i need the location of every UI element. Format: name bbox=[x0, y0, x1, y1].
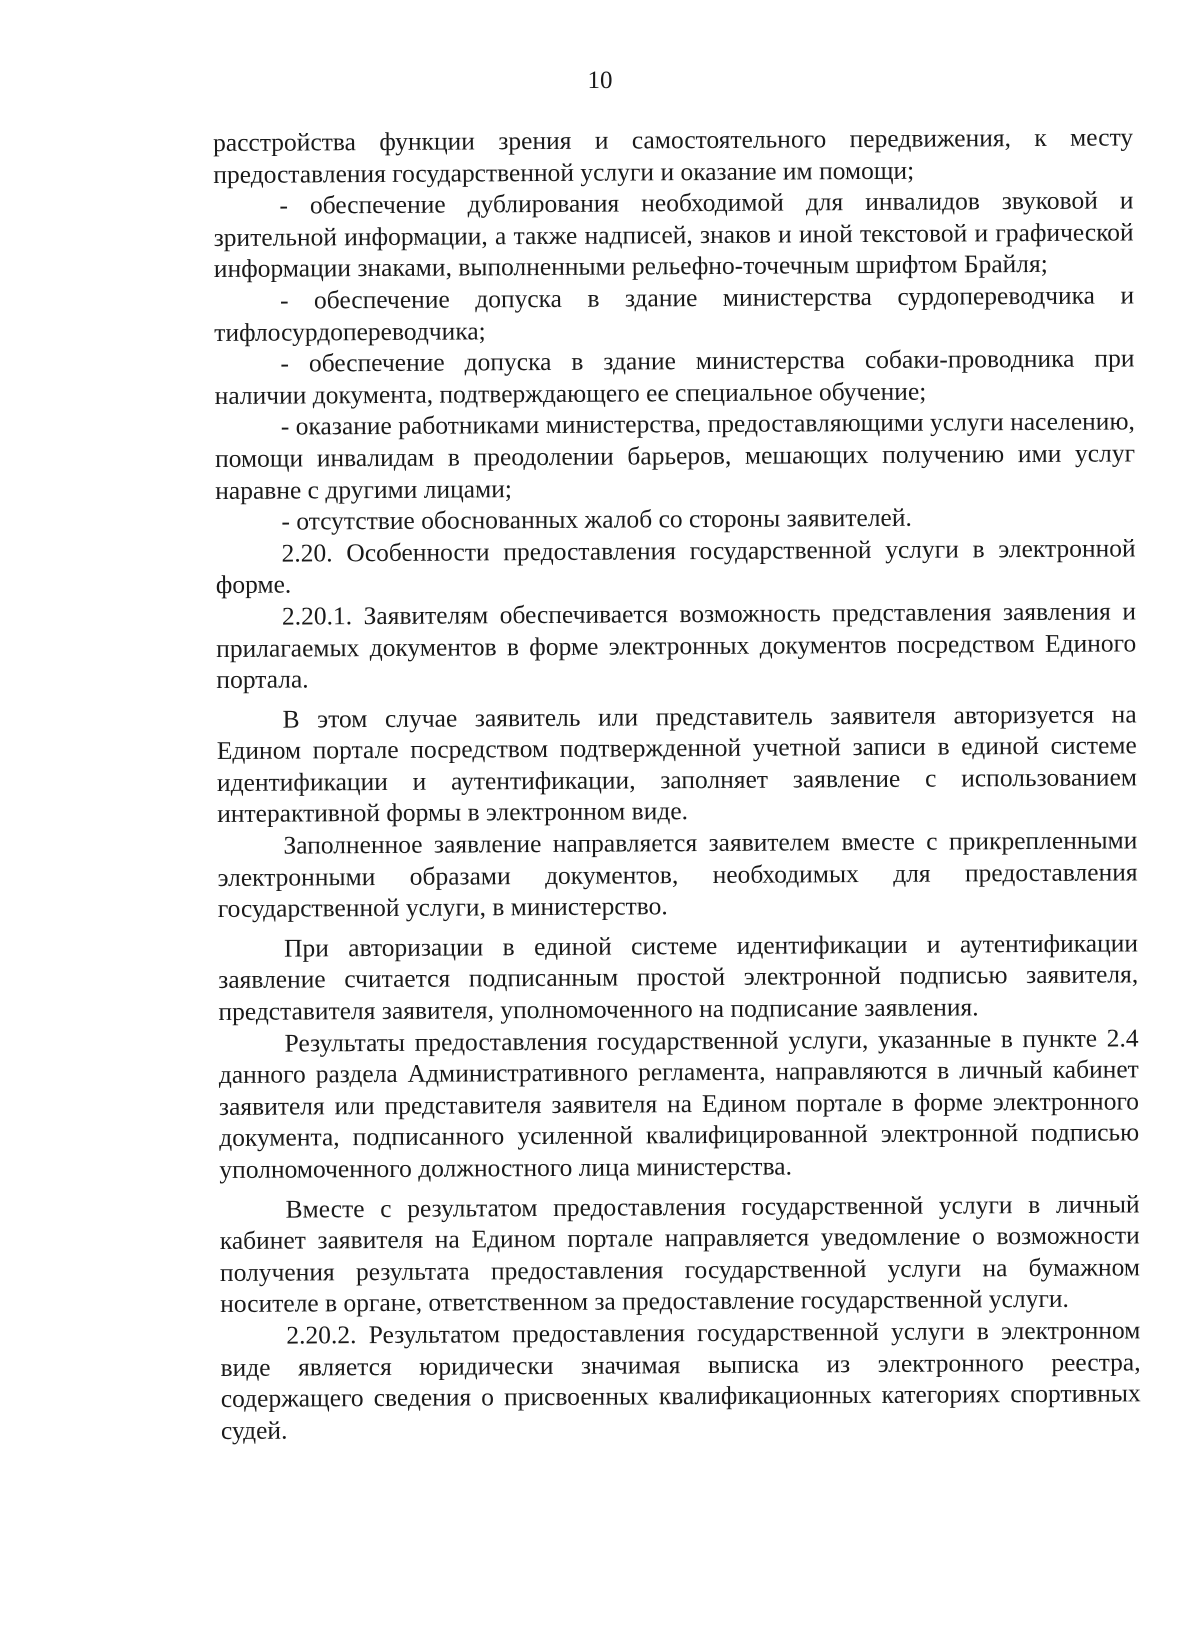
paragraph-continuation: расстройства функции зрения и самостоятельного передвижения, к месту предоставления государственной услуги и оказание им помощи; bbox=[213, 122, 1134, 189]
paragraph: Заполненное заявление направляется заявителем вместе с прикрепленными электронными образами документов, необходимых для предоставления государственной услуги, в министерство. bbox=[217, 825, 1138, 924]
paragraph-list-item: - обеспечение допуска в здание министерства собаки-проводника при наличии документа, подтверждающего ее специальное обучение; bbox=[214, 343, 1135, 410]
document-body bbox=[213, 121, 1141, 1446]
paragraph-list-item: - обеспечение дублирования необходимой для инвалидов звуковой и зрительной информации, а также надписей, знаков и иной текстовой и графической информации знаками, выполненными рельефно-точечным шрифтом Брайля; bbox=[213, 185, 1134, 284]
page-number: 10 bbox=[587, 67, 613, 94]
paragraph-2-20-2: 2.20.2. Результатом предоставления государственной услуги в электронном виде является юридически значимая выписка из электронного реестра, содержащего сведения о присвоенных квалификационных категориях спортивных судей. bbox=[220, 1315, 1141, 1445]
paragraph: При авторизации в единой системе идентификации и аутентификации заявление считается подписанным простой электронной подписью заявителя, представителя заявителя, уполномоченного на подписание заявления. bbox=[218, 928, 1139, 1027]
paragraph: Результаты предоставления государственной услуги, указанные в пункте 2.4 данного раздела Административного регламента, направляются в личный кабинет заявителя или представителя заявителя на Едином портале в форме электронного документа, подписанного усиленной квалифицированной электронной подписью уполномоченного должностного лица министерства. bbox=[218, 1022, 1140, 1184]
paragraph-list-item: - отсутствие обоснованных жалоб со стороны заявителей. bbox=[281, 502, 912, 536]
section-heading-2-20: 2.20. Особенности предоставления государственной услуги в электронной форме. bbox=[215, 533, 1136, 600]
paragraph: В этом случае заявитель или представитель заявителя авторизуется на Едином портале посредством подтвержденной учетной записи в единой системе идентификации и аутентификации, заполняет заявление с использованием интерактивной формы в электронном виде. bbox=[216, 699, 1138, 829]
paragraph-list-item: - оказание работниками министерства, предоставляющими услуги населению, помощи инвалидам в преодолении барьеров, мешающих получению ими услуг наравне с другими лицами; bbox=[214, 406, 1136, 505]
paragraph-list-item: - обеспечение допуска в здание министерства сурдопереводчика и тифлосурдопереводчика; bbox=[214, 280, 1135, 347]
paragraph: Вместе с результатом предоставления государственной услуги в личный кабинет заявителя на Едином портале направляется уведомление о возможности получения результата предоставления государственной услуги на бумажном носителе в органе, ответственном за предоставление государственной услуги. bbox=[219, 1188, 1141, 1319]
paragraph-2-20-1: 2.20.1. Заявителям обеспечивается возможность представления заявления и прилагаемых документов в форме электронных документов посредством Единого портала. bbox=[216, 596, 1137, 695]
